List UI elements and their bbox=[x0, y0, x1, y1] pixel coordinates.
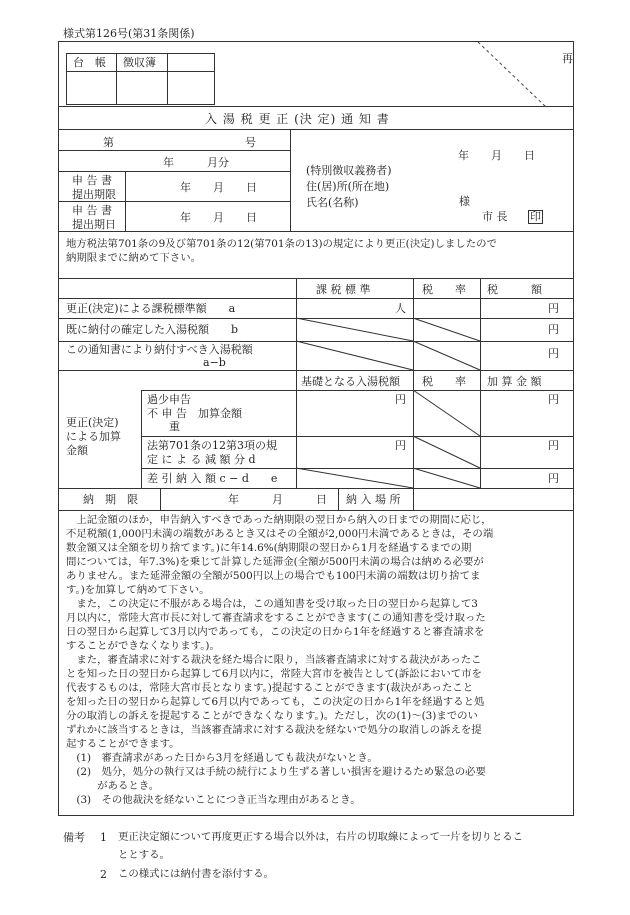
form-number: 様式第126号(第31条関係) bbox=[63, 27, 195, 40]
deadline-label: 納 期 限 bbox=[83, 493, 138, 506]
header-addition: 加 算 金 額 bbox=[487, 375, 542, 388]
note-line: 起することができます。 bbox=[66, 738, 180, 750]
filing-date-label-2: 提出期日 bbox=[72, 218, 116, 231]
honorific: 様 bbox=[459, 195, 470, 208]
note-line: とを知った日の翌日から起算して6月以内に，常陸大宮市を被告として(訴訟において市を bbox=[66, 668, 482, 680]
group-label-3: 金額 bbox=[66, 444, 88, 457]
header-tax-rate: 税 率 bbox=[422, 283, 466, 296]
note-line: 上記金額のほか，申告納入すべきであった納期限の翌日から納入の日までの期間に応じ， bbox=[66, 514, 492, 526]
note-line: 分の取消しの訴えを提起することができなくなります。)。ただし，次の(1)〜(3)までのい bbox=[66, 710, 478, 722]
note-line: 代表するものは，常陸大宮市長となります。)提起することができます(裁決があったこと bbox=[66, 682, 474, 694]
sub1-yen-add: 円 bbox=[548, 393, 559, 406]
remark-2-text: この様式には納付書を添付する。 bbox=[118, 868, 274, 880]
note-line: 日の翌日から起算して3月以内であっても，この決定の日から1年を経過すると審査請求を bbox=[66, 626, 485, 638]
remark-1-text-cont: ととする。 bbox=[118, 849, 170, 861]
group-label-1: 更正(決定) bbox=[66, 416, 119, 429]
number-suffix: 号 bbox=[245, 136, 256, 149]
note-line: 間については，年7.3%)を乗じて計算した延滞金(全額が500円未満の場合は納める必要が bbox=[66, 556, 484, 568]
row-a-label: 更正(決定)による課税標準額 a bbox=[66, 302, 236, 315]
row-a-unit-yen: 円 bbox=[548, 302, 559, 315]
note-line: また，この決定に不服がある場合は，この通知書を受け取った日の翌日から起算して3 bbox=[66, 598, 478, 610]
remark-1-number: 1 bbox=[100, 831, 107, 844]
note-line: また，審査請求に対する裁決を経た場合に限り，当該審査請求に対する裁決があったこ bbox=[66, 654, 482, 666]
note-line: 月以内に，常陸大宮市長に対して審査請求をすることができます(この通知書を受け取った bbox=[66, 612, 486, 624]
page-title: 入 湯 税 更 正 (決 定) 通 知 書 bbox=[205, 112, 390, 126]
notice-date: 年 月 日 bbox=[458, 149, 535, 162]
remark-2-number: 2 bbox=[100, 868, 107, 881]
filing-deadline-label-2: 提出期限 bbox=[72, 188, 116, 201]
number-prefix: 第 bbox=[103, 136, 114, 149]
row-c-label-2: a−b bbox=[203, 356, 226, 369]
note-item-3: (3) その他裁決を経ないことにつき正当な理由があるとき。 bbox=[66, 794, 361, 806]
note-item-2-cont: があるとき。 bbox=[66, 780, 160, 792]
note-line: を知った日の翌日から起算して6月以内であっても，この決定の日から1年を経過すると処 bbox=[66, 696, 485, 708]
sub1-line-3: 重 bbox=[147, 420, 180, 433]
deadline-date: 年 月 日 bbox=[228, 493, 327, 506]
filing-date-value: 年 月 日 bbox=[180, 211, 257, 224]
note-item-1: (1) 審査請求があった日から3月を経過しても裁決がないとき。 bbox=[66, 752, 378, 764]
sub3-label: 差 引 納 入 額 c − d e bbox=[147, 472, 278, 485]
remark-1-text: 更正決定額について再度更正する場合以外は，右片の切取線によって一片を切りとるこ bbox=[118, 831, 524, 843]
mayor-label: 市 長 bbox=[482, 210, 508, 223]
note-line: ありません。また延滞金額の全額が500円以上の場合でも100円未満の端数は切り捨てま bbox=[66, 570, 481, 582]
header-tax-base: 課 税 標 準 bbox=[316, 283, 371, 296]
sub1-line-2: 不 申 告 加算金額 bbox=[147, 407, 242, 420]
intro-line-1: 地方税法第701条の9及び第701条の12(第701条の13)の規定により更正(決定)しましたので bbox=[66, 238, 497, 250]
row-a-unit-person: 人 bbox=[395, 302, 406, 315]
mayor-seal: 印 bbox=[530, 210, 541, 223]
note-line: することができなくなります。)。 bbox=[66, 640, 220, 652]
month-portion: 年 月分 bbox=[163, 156, 229, 169]
note-line: ずれかに該当するときは，当該審査請求に対する裁決を経ないで処分の取消しの訴えを提 bbox=[66, 724, 482, 736]
note-line: 不足税額(1,000円未満の端数があるとき又はその全額が2,000円未満であるときは，その端 bbox=[66, 528, 494, 540]
re-mark: 再 bbox=[562, 52, 573, 65]
sub2-line-2: 定 に よ る 減 額 分 d bbox=[147, 453, 256, 466]
remarks-label: 備考 bbox=[63, 831, 85, 844]
sub2-yen-add: 円 bbox=[548, 439, 559, 452]
address-label: 住(居)所(所在地) bbox=[306, 180, 390, 193]
name-label: 氏名(名称) bbox=[306, 196, 359, 209]
note-item-2: (2) 処分，処分の執行又は手続の続行により生ずる著しい損害を避けるため緊急の必要 bbox=[66, 766, 486, 778]
filing-date-label-1: 申 告 書 bbox=[72, 204, 112, 217]
note-line: す。)を加算して納めて下さい。 bbox=[66, 584, 210, 596]
payment-place-label: 納 入 場 所 bbox=[346, 493, 401, 506]
header-tax-amount: 税 額 bbox=[487, 283, 542, 296]
row-c-unit-yen: 円 bbox=[548, 347, 559, 360]
sub1-line-1: 過少申告 bbox=[147, 393, 191, 406]
note-line: 数金額又は全額を切り捨てます。)に年14.6%(納期限の翌日から1月を経過するまでの期 bbox=[66, 542, 472, 554]
row-b-label: 既に納付の確定した入湯税額 b bbox=[66, 323, 239, 336]
intro-line-2: 納期限までに納めて下さい。 bbox=[66, 252, 202, 264]
row-c-label-1: この通知書により納付すべき入湯税額 bbox=[66, 343, 253, 356]
header-base-tax: 基礎となる入湯税額 bbox=[301, 375, 400, 388]
sub3-yen: 円 bbox=[548, 472, 559, 485]
group-label-2: による加算 bbox=[66, 430, 121, 443]
collection-book-label: 徴収簿 bbox=[123, 56, 156, 69]
sub1-yen-base: 円 bbox=[395, 393, 406, 406]
ledger-label: 台 帳 bbox=[73, 56, 106, 69]
sub2-line-1: 法第701条の12第3項の規 bbox=[147, 439, 277, 452]
sub2-yen-base: 円 bbox=[395, 439, 406, 452]
row-b-unit-yen: 円 bbox=[548, 323, 559, 336]
agent-label: (特別徴収義務者) bbox=[306, 164, 392, 177]
header-rate-2: 税 率 bbox=[422, 375, 466, 388]
filing-deadline-label-1: 申 告 書 bbox=[72, 174, 112, 187]
filing-deadline-date: 年 月 日 bbox=[180, 181, 257, 194]
